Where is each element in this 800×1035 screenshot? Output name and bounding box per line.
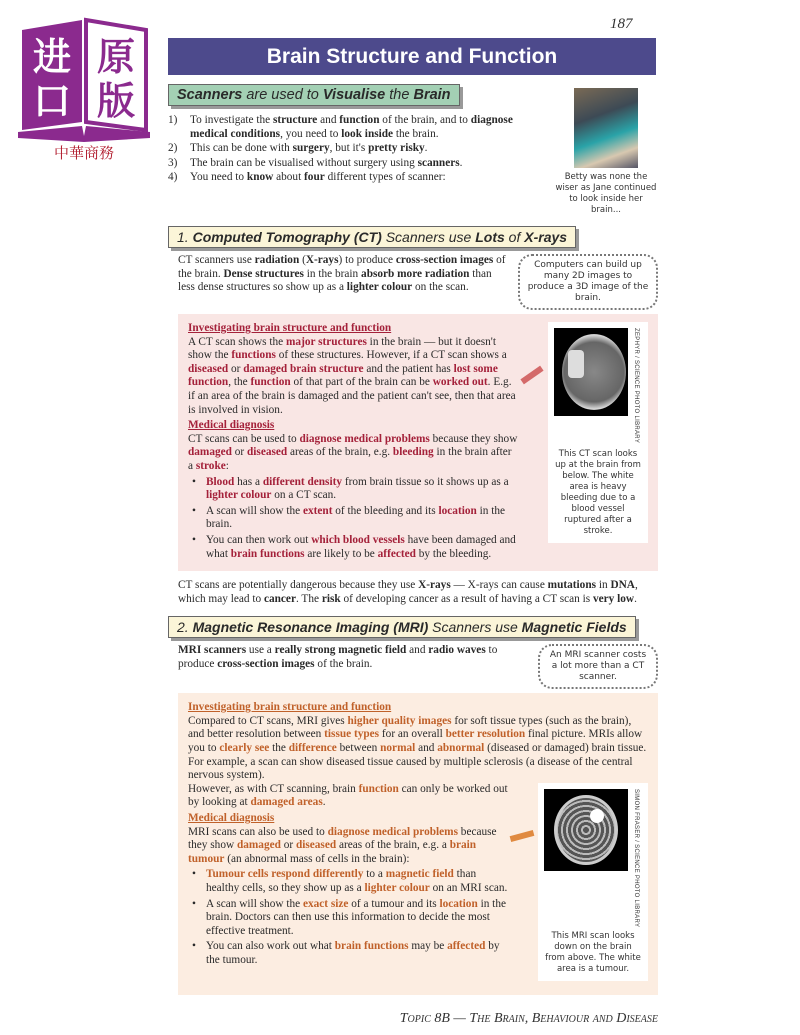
text-run: or <box>280 839 296 852</box>
text-run: on the scan. <box>412 281 469 294</box>
text-run: in the brain — but it doesn't show the <box>188 335 496 362</box>
text-run: This can be done with <box>190 142 293 155</box>
bullet-item: • Blood has a different density from brain tissue so it shows up as a lighter colour on a CT scan. <box>188 476 518 503</box>
text-run: . <box>634 592 637 605</box>
step-text <box>190 114 542 141</box>
emphasis-text: X-rays <box>305 254 339 266</box>
text-run: , which may lead to <box>178 579 638 605</box>
text-run: You can also work out what <box>206 940 335 953</box>
emphasis-text: diseased <box>295 839 337 852</box>
emphasis-text: location <box>439 897 478 910</box>
text-run: than less dense structures so show up as a <box>178 267 492 294</box>
text-run: or <box>228 362 244 375</box>
ct-scan-image <box>554 328 628 416</box>
mri-heading <box>168 616 636 638</box>
emphasis-text: bleeding <box>392 446 434 459</box>
list-item: 2) This can be done with surgery, but it's pretty risky. <box>168 142 428 155</box>
text-run: the brain. <box>393 127 439 140</box>
text-run: to produce <box>178 644 498 670</box>
emphasis-text: extent <box>302 504 333 517</box>
text-run: Scanners use <box>428 619 522 636</box>
text-run: of these structures. However, if a CT scan shows a <box>275 349 507 362</box>
emphasis-text: cancer <box>263 592 296 605</box>
ct-subheading-structure: Investigating brain structure and function <box>188 322 392 334</box>
emphasis-text: affected <box>377 547 416 560</box>
emphasis-text: functions <box>231 349 276 362</box>
text-run: A CT scan shows the <box>188 335 287 348</box>
text-run: may be <box>408 940 448 953</box>
text-run: CT scans are potentially dangerous because they use <box>178 579 419 592</box>
text-run: have been damaged and what <box>206 533 516 560</box>
text-run: Compared to CT scans, MRI gives <box>188 714 348 727</box>
emphasis-text: Computed Tomography (CT) <box>192 229 382 245</box>
text-run: and the patient has <box>363 362 454 375</box>
text-run: by the bleeding. <box>415 547 492 560</box>
page-number: 187 <box>610 16 633 32</box>
emphasis-text: lighter colour <box>206 489 272 502</box>
emphasis-text: radio waves <box>428 644 486 657</box>
text-run: can only be worked out by looking at <box>188 782 508 809</box>
text-run: CT scans can be used to <box>188 432 300 445</box>
text-run: . E.g. if an area of the brain is damaged and the patient can't see, then that area is involved in vision. <box>188 376 516 416</box>
text-run: on an MRI scan. <box>429 882 508 894</box>
ct-image-credit: ZEPHYR / SCIENCE PHOTO LIBRARY <box>633 328 639 444</box>
text-run: or <box>231 446 247 459</box>
emphasis-text: lighter colour <box>346 281 413 294</box>
text-run: (an abnormal mass of cells in the brain): <box>224 852 410 865</box>
mri-subheading-structure: Investigating brain structure and function <box>188 701 392 714</box>
text-run: from brain tissue so it shows up as a <box>342 475 509 488</box>
text-run: are likely to be <box>304 547 378 560</box>
emphasis-text: brain tumour <box>188 839 477 865</box>
text-run: of that part of the brain can be <box>290 376 433 389</box>
emphasis-text: stroke <box>195 459 226 472</box>
bullet-text <box>206 868 508 895</box>
emphasis-text: Magnetic Fields <box>521 619 627 636</box>
emphasis-text: Tumour cells respond differently <box>206 868 364 881</box>
emphasis-text: Brain <box>413 87 451 103</box>
text-run: because they show <box>188 825 497 852</box>
text-run: You need to <box>190 171 247 184</box>
step-text <box>190 171 446 185</box>
emphasis-text: damaged brain structure <box>243 362 364 375</box>
emphasis-text: Scanners <box>177 87 243 103</box>
emphasis-text: Blood <box>206 475 235 488</box>
bullet-item: • Tumour cells respond differently to a magnetic field than healthy cells, so they show up as a lighter colour on an MRI scan. <box>192 868 508 894</box>
ct-callout: Computers can build up many 2D images to produce a 3D image of the brain. <box>518 254 658 310</box>
text-run: by the tumour. <box>206 940 500 966</box>
text-run: and <box>406 644 429 657</box>
bullet-text <box>206 505 518 532</box>
text-run: has a <box>234 475 263 488</box>
text-run: of the brain. <box>314 657 373 670</box>
page-title: Brain Structure and Function <box>168 38 656 75</box>
emphasis-text: Lots <box>475 229 505 245</box>
emphasis-text: magnetic field <box>385 868 454 881</box>
emphasis-text: worked out <box>432 376 488 389</box>
emphasis-text: brain functions <box>334 940 409 953</box>
text-run: of the brain. <box>178 254 506 280</box>
text-run: To investigate the <box>190 114 273 126</box>
emphasis-text: lost some function <box>188 362 498 389</box>
photo-figure <box>554 84 658 216</box>
svg-text:中華商務: 中華商務 <box>53 144 115 162</box>
text-run: of <box>504 229 525 245</box>
text-run: in the brain <box>303 267 362 280</box>
bullet-text <box>206 940 508 967</box>
mri-figure <box>538 783 648 981</box>
text-run: . The <box>295 592 322 605</box>
emphasis-text: cross-section images <box>217 657 315 670</box>
emphasis-text: Dense structures <box>223 267 304 280</box>
emphasis-text: different density <box>262 475 342 488</box>
emphasis-text: four <box>304 171 325 184</box>
emphasis-text: difference <box>288 742 337 755</box>
text-run: because they show <box>429 432 518 445</box>
text-run: 2. <box>177 619 193 636</box>
emphasis-text: radiation <box>254 254 300 266</box>
mri-image-caption: This MRI scan looks down on the brain from above. The white area is a tumour. <box>545 931 641 975</box>
text-run: between <box>336 742 381 755</box>
emphasis-text: structure <box>272 114 318 126</box>
emphasis-text: very low <box>592 592 635 605</box>
main-column <box>168 84 658 1035</box>
mri-subheading-diagnosis: Medical diagnosis <box>188 812 275 825</box>
emphasis-text: major structures <box>286 335 367 348</box>
section-heading <box>168 84 460 106</box>
emphasis-text: damaged <box>236 839 281 852</box>
text-run: MRI scans can also be used to <box>188 825 328 838</box>
text-run: areas of the brain, e.g. a <box>336 839 450 852</box>
text-run: in the brain after a <box>188 446 512 472</box>
text-run: final picture. MRIs allow you to <box>188 728 643 755</box>
emphasis-text: higher quality images <box>347 714 452 727</box>
emphasis-text: affected <box>447 940 486 953</box>
text-run: , you need to <box>280 127 342 140</box>
ct-subheading-diagnosis: Medical diagnosis <box>188 419 275 432</box>
publisher-logo <box>14 12 154 162</box>
emphasis-text: location <box>438 504 477 517</box>
text-run: . <box>424 142 428 155</box>
mri-callout: An MRI scanner costs a lot more than a CT scanner. <box>538 644 658 689</box>
text-run: and <box>317 114 340 126</box>
text-run: for soft tissue types (such as the brain), and better resolution between <box>188 714 632 741</box>
text-run: . <box>459 156 463 169</box>
text-run: , but it's <box>329 142 369 155</box>
mri-image-credit: SIMON FRASER / SCIENCE PHOTO LIBRARY <box>632 788 639 928</box>
emphasis-text: better resolution <box>445 728 526 741</box>
text-run: in the brain. Doctors can then use this information to decide the most effective treatment. <box>206 897 506 937</box>
emphasis-text: scanners <box>417 156 460 169</box>
emphasis-text: Magnetic Resonance Imaging (MRI) <box>192 619 429 636</box>
text-run: the <box>385 87 414 103</box>
bullet-item: • You can also work out what brain functions may be affected by the tumour. <box>188 940 508 967</box>
emphasis-text: MRI scanners <box>178 644 247 657</box>
bullet-text <box>206 476 518 503</box>
text-run: for an overall <box>379 728 446 741</box>
mri-scan-image <box>544 789 628 871</box>
emphasis-text: absorb more radiation <box>361 267 470 280</box>
text-run: of the bleeding and its <box>332 504 439 517</box>
svg-text:版: 版 <box>96 79 136 123</box>
text-run: : <box>225 459 229 472</box>
text-run: You can then work out <box>206 533 312 546</box>
text-run: The brain can be visualised without surgery using <box>190 156 418 169</box>
list-item: 4) You need to know about four different types of scanner: <box>168 171 446 184</box>
text-run: and <box>415 742 438 755</box>
emphasis-text: diagnose medical problems <box>299 432 430 445</box>
emphasis-text: diagnose medical conditions <box>190 114 513 140</box>
text-run: — X-rays can cause <box>450 579 548 592</box>
text-run: CT scanners use <box>178 254 255 266</box>
emphasis-text: Visualise <box>322 87 386 103</box>
svg-text:进: 进 <box>32 35 72 79</box>
emphasis-text: diseased <box>188 362 229 375</box>
ct-danger-text <box>178 579 658 606</box>
ct-figure <box>548 322 648 543</box>
text-run: (diseased or damaged) brain tissue. For example, a scan can show diseased tissue caused by multiple sclerosis (a disease of the central nervous system). <box>188 742 647 782</box>
text-run: on a CT scan. <box>271 489 337 502</box>
bullet-item: • A scan will show the exact size of a tumour and its location in the brain. Doctors can then use this information to decide the most effective treatment. <box>192 897 506 937</box>
text-run: about <box>273 171 305 184</box>
text-run: than healthy cells, so they show up as a <box>206 868 477 894</box>
page-footer: Topic 8B — The Brain, Behaviour and Disease <box>399 1011 658 1027</box>
emphasis-text: X-rays <box>418 579 451 592</box>
emphasis-text: abnormal <box>437 742 485 755</box>
emphasis-text: function <box>339 114 380 126</box>
bullet-item: • You can then work out which blood vessels have been damaged and what brain functions are likely to be affected by the bleeding. <box>188 534 518 561</box>
text-run: , the <box>228 376 251 389</box>
text-run: Scanners use <box>381 229 476 245</box>
text-run: the <box>269 742 289 755</box>
office-photo <box>574 88 638 168</box>
bullet-item: • A scan will show the extent of the bleeding and its location in the brain. <box>188 505 518 532</box>
text-run: of the brain, and to <box>379 114 471 126</box>
text-run: to a <box>363 868 386 881</box>
emphasis-text: cross-section images <box>395 254 494 266</box>
emphasis-text: which blood vessels <box>311 533 405 546</box>
emphasis-text: really strong magnetic field <box>274 644 407 657</box>
emphasis-text: risk <box>321 592 341 605</box>
emphasis-text: lighter colour <box>364 882 430 894</box>
emphasis-text: damaged <box>188 446 232 459</box>
bullet-text <box>206 898 508 939</box>
ct-info-panel <box>178 314 658 571</box>
emphasis-text: brain functions <box>230 547 305 560</box>
text-run: . <box>322 796 326 809</box>
step-text <box>190 157 462 171</box>
emphasis-text: diseased <box>247 446 288 459</box>
emphasis-text: look inside <box>341 127 394 140</box>
text-run: use a <box>246 644 275 657</box>
text-run: in <box>596 579 611 592</box>
text-run: ( <box>299 254 306 266</box>
bullet-text <box>206 534 518 561</box>
emphasis-text: know <box>246 171 274 184</box>
mri-info-panel <box>178 693 658 995</box>
text-run: of a tumour and its <box>348 897 440 910</box>
text-run: A scan will show the <box>206 504 303 517</box>
text-run: A scan will show the <box>206 897 303 910</box>
emphasis-text: function <box>358 782 399 795</box>
emphasis-text: X-rays <box>524 229 568 245</box>
text-run: However, as with CT scanning, brain <box>188 782 359 795</box>
text-run: 1. <box>177 229 193 245</box>
text-run: different types of scanner: <box>324 171 446 184</box>
emphasis-text: exact size <box>302 897 349 910</box>
step-text <box>190 142 428 156</box>
svg-text:口: 口 <box>32 79 72 123</box>
emphasis-text: normal <box>380 742 416 755</box>
text-run: in the brain. <box>206 504 506 531</box>
emphasis-text: pretty risky <box>368 142 425 155</box>
emphasis-text: DNA <box>610 579 635 592</box>
mri-structure-text <box>188 715 648 783</box>
ct-heading <box>168 226 576 248</box>
text-run: of developing cancer as a result of having a CT scan is <box>340 592 593 605</box>
emphasis-text: damaged areas <box>250 796 323 809</box>
text-run: are used to <box>242 87 323 103</box>
list-item: 1) To investigate the structure and function of the brain, and to diagnose medical conditions, you need to look inside the brain. <box>168 114 542 141</box>
emphasis-text: surgery <box>292 142 330 155</box>
emphasis-text: tissue types <box>324 728 380 741</box>
svg-text:原: 原 <box>96 35 136 79</box>
photo-caption: Betty was none the wiser as Jane continued to look inside her brain... <box>555 172 657 215</box>
emphasis-text: function <box>250 376 291 389</box>
ct-image-caption: This CT scan looks up at the brain from below. The white area is heavy bleeding due to a blood vessel ruptured after a stroke. <box>555 449 641 537</box>
emphasis-text: diagnose medical problems <box>327 825 458 838</box>
text-run: ) to produce <box>338 254 396 266</box>
emphasis-text: mutations <box>547 579 597 592</box>
list-item: 3) The brain can be visualised without surgery using scanners. <box>168 156 463 169</box>
text-run: areas of the brain, e.g. <box>287 446 393 459</box>
emphasis-text: clearly see <box>219 742 270 755</box>
